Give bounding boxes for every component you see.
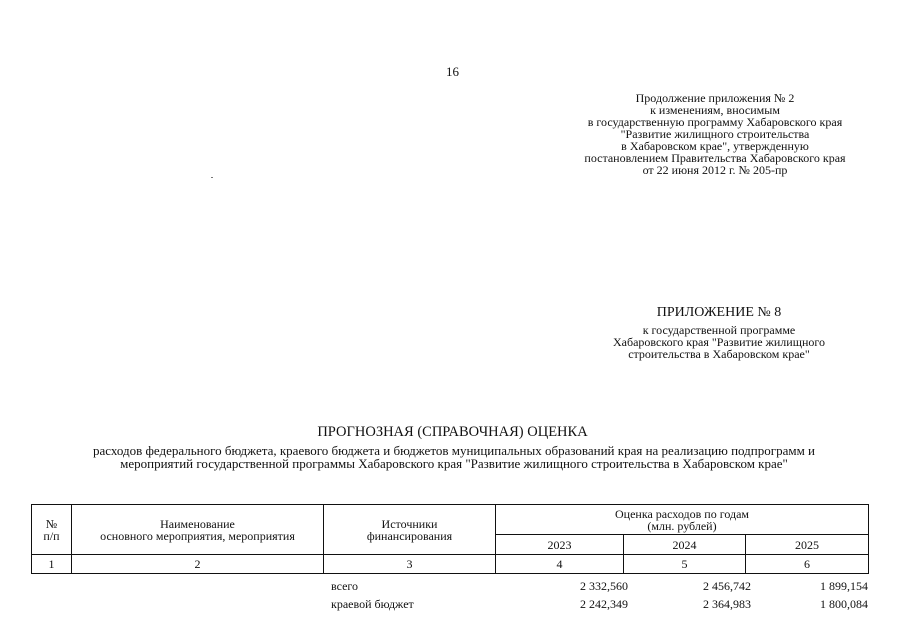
source-cell: краевой бюджет: [331, 597, 414, 611]
appendix-line: Хабаровского края "Развитие жилищного: [613, 335, 825, 349]
table-row: [31, 595, 868, 613]
table-row: [31, 577, 868, 595]
page-number: 16: [446, 64, 459, 79]
column-number: 2: [72, 555, 324, 574]
document-subtitle: [30, 444, 878, 470]
financing-table: [31, 504, 869, 574]
header-name: Наименование основного мероприятия, мероприятия: [72, 505, 324, 555]
value-cell: 2 364,983: [703, 597, 751, 611]
header-num: № п/п: [32, 505, 72, 555]
appendix-title: ПРИЛОЖЕНИЕ № 8: [656, 305, 782, 320]
value-cell: 1 899,154: [820, 579, 868, 593]
source-cell: всего: [331, 579, 359, 593]
continuation-block: [560, 92, 870, 176]
value-cell: 2 242,349: [580, 597, 628, 611]
continuation-line: от 22 июня 2012 г. № 205-пр: [642, 163, 788, 177]
column-number: 6: [746, 555, 869, 574]
header-year: 2023: [496, 535, 624, 555]
continuation-line: в Хабаровском крае", утвержденную: [621, 139, 809, 153]
table-body: [31, 577, 868, 613]
appendix-line: строительства в Хабаровском крае": [628, 347, 810, 361]
continuation-line: в государственную программу Хабаровского края: [587, 115, 843, 129]
header-year: 2025: [746, 535, 869, 555]
continuation-line: постановлением Правительства Хабаровского края: [584, 151, 846, 165]
appendix-block: [590, 324, 848, 360]
scan-speck: [211, 177, 213, 178]
column-number: 1: [32, 555, 72, 574]
column-number: 3: [324, 555, 496, 574]
continuation-line: "Развитие жилищного строительства: [620, 127, 810, 141]
continuation-line: к изменениям, вносимым: [650, 103, 780, 117]
column-number: 5: [624, 555, 746, 574]
value-cell: 2 332,560: [580, 579, 628, 593]
document-title: ПРОГНОЗНАЯ (СПРАВОЧНАЯ) ОЦЕНКА: [317, 424, 588, 440]
column-number: 4: [496, 555, 624, 574]
subtitle-line: мероприятий государственной программы Хабаровского края "Развитие жилищного строительства в Хабаровском крае": [120, 456, 788, 471]
continuation-line: Продолжение приложения № 2: [635, 91, 795, 105]
header-year: 2024: [624, 535, 746, 555]
subtitle-line: расходов федерального бюджета, краевого бюджета и бюджетов муниципальных образований края на реализацию подпрограмм и: [92, 443, 816, 458]
header-source: Источники финансирования: [324, 505, 496, 555]
value-cell: 1 800,084: [820, 597, 868, 611]
header-estimate: Оценка расходов по годам (млн. рублей): [496, 505, 869, 535]
appendix-line: к государственной программе: [642, 323, 796, 337]
value-cell: 2 456,742: [703, 579, 751, 593]
